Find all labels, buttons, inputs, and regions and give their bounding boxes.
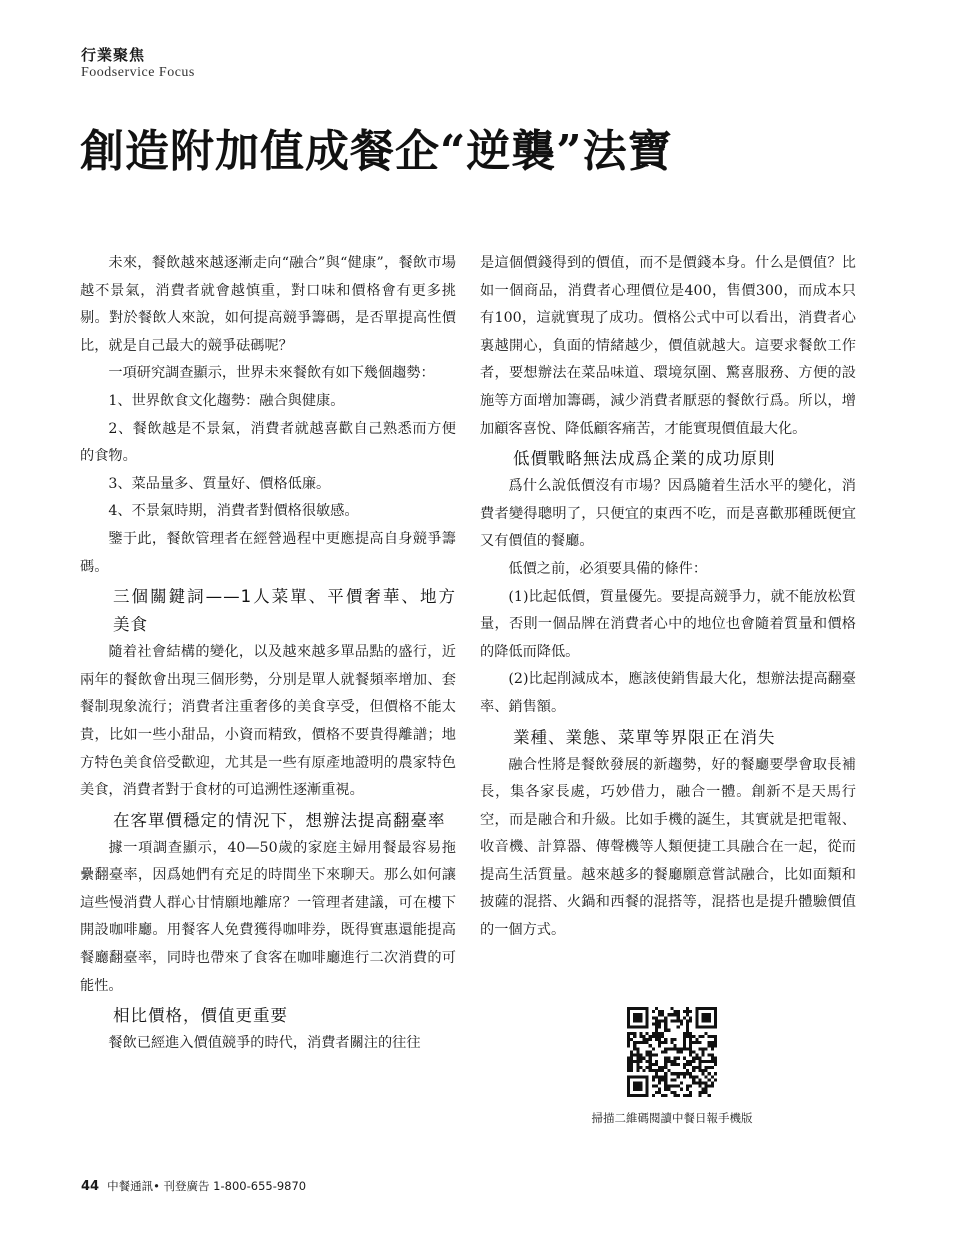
paragraph: 鑒于此，餐飲管理者在經營過程中更應提高自身競爭籌碼。	[80, 530, 456, 575]
section-heading: 三個關鍵詞——1人菜單、平價奢華、地方美食	[113, 587, 456, 635]
paragraph: 1、世界飲食文化趨勢：融合與健康。	[108, 392, 345, 409]
paragraph: 未來，餐飲越來越逐漸走向“融合”與“健康”，餐飲市場越不景氣，消費者就會越慎重，對口味和價格會有更多挑剔。對於餐飲人來說，如何提高競爭籌碼，是否單提高性價比，就是自己最大的競爭砝碼呢？	[80, 255, 456, 354]
footer-text: 中餐通訊• 刊登廣告 1-800-655-9870	[107, 1179, 307, 1193]
left-column	[80, 250, 456, 1058]
section-heading: 低價戰略無法成爲企業的成功原則	[513, 449, 776, 469]
paragraph: (1)比起低價，質量優先。要提高競爭力，就不能放松質量，否則一個品牌在消費者心中的地位也會隨着質量和價格的降低而降低。	[480, 588, 856, 660]
paragraph: (2)比起削減成本，應該使銷售最大化，想辦法提高翻臺率、銷售額。	[480, 671, 856, 715]
qr-code-image	[627, 1007, 717, 1097]
qr-caption: 掃描二維碼閱讀中餐日報手機版	[591, 1111, 753, 1125]
paragraph: 3、菜品量多、質量好、價格低廉。	[108, 475, 331, 492]
paragraph: 爲什么說低價沒有市場？因爲隨着生活水平的變化，消費者變得聰明了，只便宜的東西不吃，而是喜歡那種既便宜又有價值的餐廳。	[480, 478, 856, 550]
section-tag	[81, 46, 195, 82]
paragraph: 隨着社會結構的變化，以及越來越多單品點的盛行，近兩年的餐飲會出現三個形勢，分別是單人就餐頻率增加、套餐制現象流行；消費者注重奢侈的美食享受，但價格不能太貴，比如一些小甜品，小資而精致，價格不要貴得離譜；地方特色美食倍受歡迎，尤其是一些有原產地證明的農家特色美食，消費者對于食材的可追溯性逐漸重視。	[80, 644, 456, 799]
page-footer	[81, 1179, 306, 1194]
section-label-en: Foodservice Focus	[81, 65, 195, 80]
page-number: 44	[81, 1179, 100, 1194]
paragraph: 2、餐飲越是不景氣，消費者就越喜歡自己熟悉而方便的食物。	[80, 420, 456, 465]
section-heading: 在客單價穩定的情況下，想辦法提高翻臺率	[113, 810, 446, 830]
paragraph: 低價之前，必須要具備的條件：	[508, 560, 708, 577]
section-heading: 相比價格，價值更重要	[113, 1006, 288, 1026]
paragraph: 是這個價錢得到的價值，而不是價錢本身。什么是價值？比如一個商品，消費者心理價位是400，售價300，而成本只有100，這就實現了成功。價格公式中可以看出，消費者心裏越開心，負面的情緒越少，價值就越大。這要求餐飲工作者，要想辦法在菜品味道、環境氛圍、驚喜服務、方便的設施等方面增加籌碼，減少消費者厭惡的餐飲行爲。所以，增加顧客喜悅、降低顧客痛苦，才能實現價值最大化。	[480, 255, 856, 437]
section-heading: 業種、業態、菜單等界限正在消失	[513, 727, 776, 747]
paragraph: 融合性將是餐飲發展的新趨勢，好的餐廳要學會取長補長，集各家長處，巧妙借力，融合一體。創新不是天馬行空，而是融合和升級。比如手機的誕生，其實就是把電報、收音機、計算器、傳聲機等人類便捷工具融合在一起，從而提高生活質量。越來越多的餐廳願意嘗試融合，比如面類和披薩的混搭、火鍋和西餐的混搭等，混搭也是提升體驗價值的一個方式。	[480, 756, 856, 939]
paragraph: 餐飲已經進入價值競爭的時代，消費者關注的往往	[108, 1035, 421, 1052]
paragraph: 4、不景氣時期，消費者對價格很敏感。	[108, 503, 359, 520]
right-column	[480, 250, 856, 945]
article-title: 創造附加值成餐企“逆襲”法寶	[80, 126, 673, 177]
section-label-zh: 行業聚焦	[81, 46, 146, 64]
paragraph: 一項研究調查顯示，世界未來餐飲有如下幾個趨勢：	[108, 365, 435, 382]
paragraph: 據一項調查顯示，40—50歲的家庭主婦用餐最容易拖纍翻臺率，因爲她們有充足的時間坐下來聊天。那么如何讓這些慢消費人群心甘情願地離席？一管理者建議，可在樓下開設咖啡廳。用餐客人免費獲得咖啡券，既得實惠還能提高餐廳翻臺率，同時也帶來了食客在咖啡廳進行二次消費的可能性。	[80, 839, 456, 994]
